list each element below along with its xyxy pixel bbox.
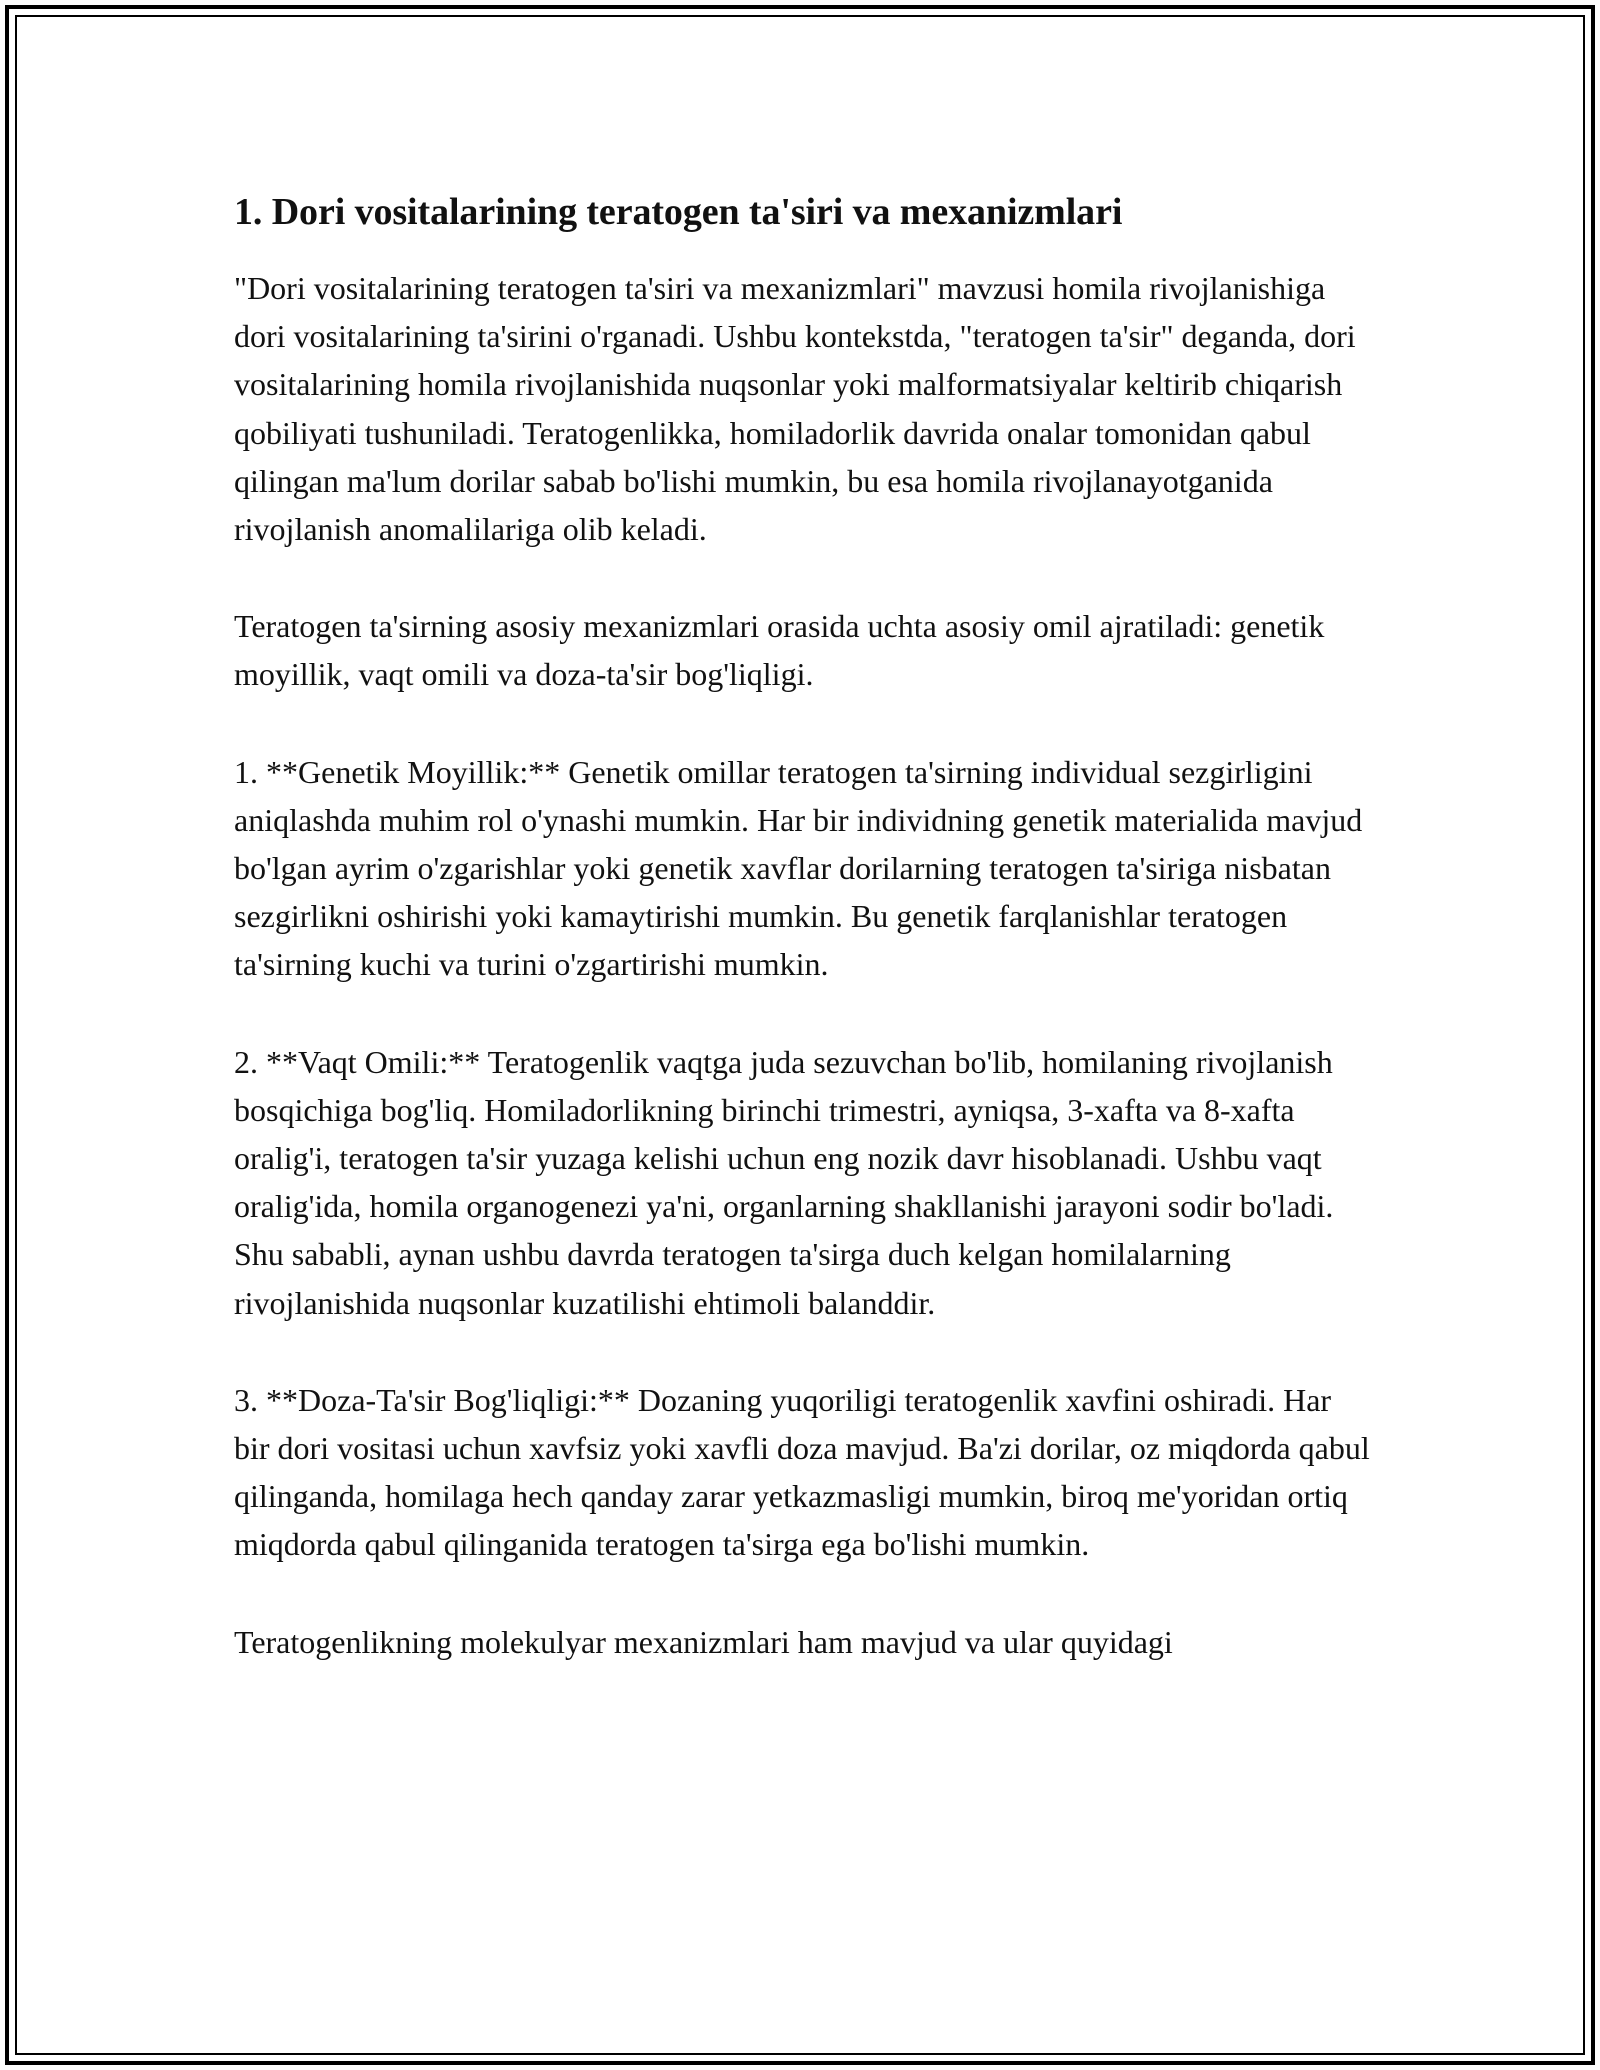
paragraph-time-factor: 2. **Vaqt Omili:** Teratogenlik vaqtga juda sezuvchan bo'lib, homilaning rivojlanish bosqichiga bog'liq. Homiladorlikning birinchi trimestri, ayniqsa, 3-xafta va 8-xafta oralig'i, teratogen ta'sir yuzaga kelishi uchun eng nozik davr hisoblanadi. Ushbu vaqt oralig'ida, homila organogenezi ya'ni, organlarning shakllanishi jarayoni sodir bo'ladi. Shu sababli, aynan ushbu davrda teratogen ta'sirga duch kelgan homilalarning rivojlanishida nuqsonlar kuzatilishi ehtimoli balanddir. [234,1043,1334,1321]
section-heading: 1. Dori vositalarining teratogen ta'siri va mexanizmlari [234,191,1123,233]
document-body [234,186,1374,1666]
paragraph-molecular-mechanisms: Teratogenlikning molekulyar mexanizmlari ham mavjud va ular quyidagi [234,1623,1173,1660]
paragraph-intro: "Dori vositalarining teratogen ta'siri va mexanizmlari" mavzusi homila rivojlanishiga dori vositalarining ta'sirini o'rganadi. Ushbu kontekstda, "teratogen ta'sir" deganda, dori vositalarining homila rivojlanishida nuqsonlar yoki malformatsiyalar keltirib chiqarish qobiliyati tushuniladi. Teratogenlikka, homiladorlik davrida onalar tomonidan qabul qilingan ma'lum dorilar sabab bo'lishi mumkin, bu esa homila rivojlanayotganida rivojlanish anomalilariga olib keladi. [234,270,1356,548]
paragraph-dose-effect: 3. **Doza-Ta'sir Bog'liqligi:** Dozaning yuqoriligi teratogenlik xavfini oshiradi. Har bir dori vositasi uchun xavfsiz yoki xavfli doza mavjud. Ba'zi dorilar, oz miqdorda qabul qilinganda, homilaga hech qanday zarar yetkazmasligi mumkin, biroq me'yoridan ortiq miqdorda qabul qilinganida teratogen ta'sirga ega bo'lishi mumkin. [234,1381,1370,1563]
paragraph-genetic-predisposition: 1. **Genetik Moyillik:** Genetik omillar teratogen ta'sirning individual sezgirligini aniqlashda muhim rol o'ynashi mumkin. Har bir individning genetik materialida mavjud bo'lgan ayrim o'zgarishlar yoki genetik xavflar dorilarning teratogen ta'siriga nisbatan sezgirlikni oshirishi yoki kamaytirishi mumkin. Bu genetik farqlanishlar teratogen ta'sirning kuchi va turini o'zgartirishi mumkin. [234,753,1363,983]
paragraph-mechanisms-overview: Teratogen ta'sirning asosiy mexanizmlari orasida uchta asosiy omil ajratiladi: genetik moyillik, vaqt omili va doza-ta'sir bog'liqligi. [234,608,1325,693]
